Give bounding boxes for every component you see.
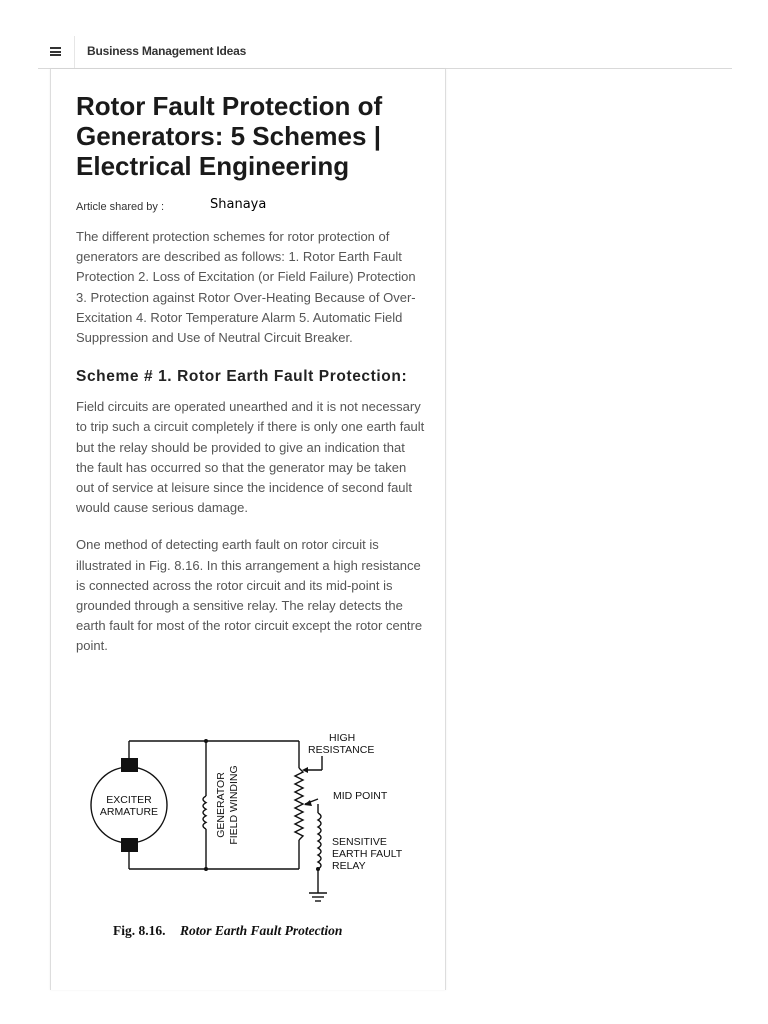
author-name[interactable]: Shanaya <box>210 197 267 212</box>
exciter-label-line1: EXCITER <box>106 794 152 806</box>
byline <box>76 195 426 215</box>
figure-rotor-earth-fault <box>89 721 429 946</box>
winding-label-line1: GENERATOR <box>215 772 227 838</box>
circuit-diagram <box>89 721 429 946</box>
high-resistance-line1: HIGH <box>329 732 356 744</box>
byline-label: Article shared by : <box>76 201 165 213</box>
mid-point-label: MID POINT <box>333 790 388 802</box>
article-title: Rotor Fault Protection of Generators: 5 Schemes | Electrical Engineering <box>76 91 383 181</box>
figure-caption-number: Fig. 8.16. <box>113 923 166 938</box>
section-heading: Scheme # 1. Rotor Earth Fault Protection: <box>76 368 408 386</box>
relay-label-line2: EARTH FAULT <box>332 848 403 860</box>
section-paragraph-1: Field circuits are operated unearthed and it is not necessary to trip such a circuit completely if there is only one earth fault but the relay should be provided to give an indication that the fault has occurred so that the generator may be taken out of service at leisure since the incidence of second fault would cause serious damage. <box>76 399 425 516</box>
hamburger-menu-icon <box>50 47 61 56</box>
winding-label-line2: FIELD WINDING <box>228 765 240 845</box>
intro-paragraph: The different protection schemes for rotor protection of generators are described as follows: 1. Rotor Earth Fault Protection 2. Loss of Excitation (or Field Failure) Protection 3. Protection against Rotor Over-Heating Because of Over-Excitation 4. Rotor Temperature Alarm 5. Automatic Field Suppression and Use of Neutral Circuit Breaker. <box>76 229 416 346</box>
figure-caption-text: Rotor Earth Fault Protection <box>180 923 343 938</box>
article-content <box>76 91 426 657</box>
relay-label-line3: RELAY <box>332 860 366 872</box>
section-paragraph-2: One method of detecting earth fault on rotor circuit is illustrated in Fig. 8.16. In this arrangement a high resistance is connected across the rotor circuit and its mid-point is grounded through a sensitive relay. The relay detects the earth fault for most of the rotor circuit except the rotor centre point. <box>76 537 423 654</box>
menu-button[interactable] <box>38 36 75 68</box>
top-bar <box>38 36 732 69</box>
site-name-link[interactable]: Business Management Ideas <box>87 44 247 58</box>
relay-label-line1: SENSITIVE <box>332 836 387 848</box>
article-card <box>50 69 446 990</box>
high-resistance-line2: RESISTANCE <box>308 744 375 756</box>
exciter-label-line2: ARMATURE <box>99 806 159 818</box>
